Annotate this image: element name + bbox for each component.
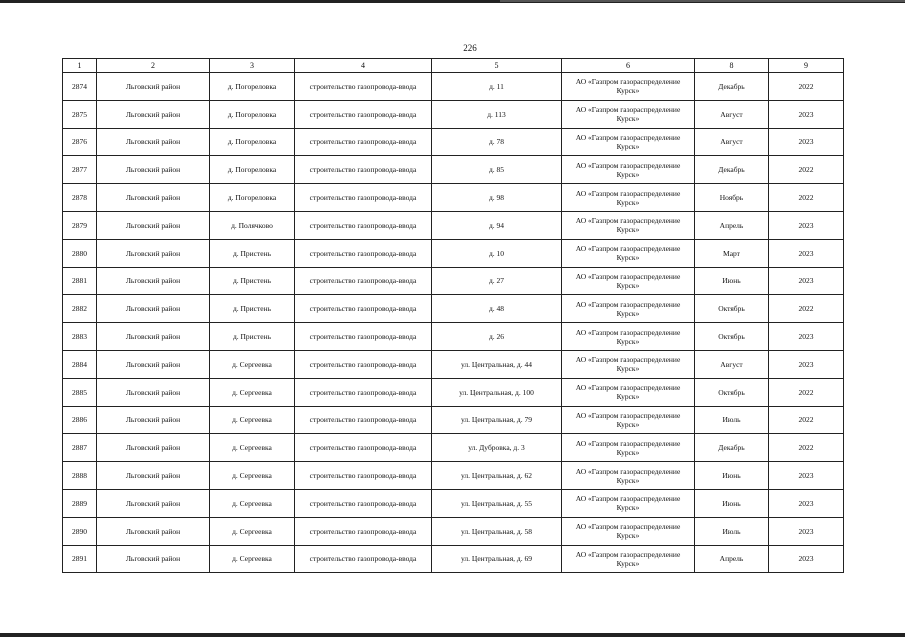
year-cell: 2022 <box>769 73 844 101</box>
month-cell: Октябрь <box>695 323 769 351</box>
month-cell: Июнь <box>695 489 769 517</box>
settlement-cell: д. Сергеевка <box>210 462 295 490</box>
year-cell: 2023 <box>769 462 844 490</box>
row-number-cell: 2878 <box>63 184 97 212</box>
table-row <box>63 211 844 239</box>
district-cell: Льговский район <box>97 100 210 128</box>
address-cell: д. 98 <box>432 184 562 212</box>
month-cell: Апрель <box>695 211 769 239</box>
year-cell: 2023 <box>769 128 844 156</box>
table-row <box>63 545 844 573</box>
settlement-cell: д. Сергеевка <box>210 489 295 517</box>
table-row <box>63 406 844 434</box>
organization-cell: АО «Газпром газораспределение Курск» <box>562 545 695 573</box>
work-type-cell: строительство газопровода-ввода <box>295 100 432 128</box>
address-cell: д. 10 <box>432 239 562 267</box>
organization-cell: АО «Газпром газораспределение Курск» <box>562 156 695 184</box>
year-cell: 2023 <box>769 489 844 517</box>
district-cell: Льговский район <box>97 545 210 573</box>
row-number-cell: 2883 <box>63 323 97 351</box>
organization-cell: АО «Газпром газораспределение Курск» <box>562 434 695 462</box>
year-cell: 2022 <box>769 184 844 212</box>
column-header-4: 4 <box>295 59 432 73</box>
organization-cell: АО «Газпром газораспределение Курск» <box>562 184 695 212</box>
work-type-cell: строительство газопровода-ввода <box>295 350 432 378</box>
district-cell: Льговский район <box>97 434 210 462</box>
row-number-cell: 2891 <box>63 545 97 573</box>
year-cell: 2022 <box>769 295 844 323</box>
settlement-cell: д. Сергеевка <box>210 545 295 573</box>
work-type-cell: строительство газопровода-ввода <box>295 156 432 184</box>
row-number-cell: 2886 <box>63 406 97 434</box>
month-cell: Декабрь <box>695 434 769 462</box>
month-cell: Октябрь <box>695 295 769 323</box>
row-number-cell: 2876 <box>63 128 97 156</box>
month-cell: Декабрь <box>695 156 769 184</box>
row-number-cell: 2882 <box>63 295 97 323</box>
settlement-cell: д. Погореловка <box>210 156 295 184</box>
table-row <box>63 239 844 267</box>
table-row <box>63 350 844 378</box>
year-cell: 2023 <box>769 267 844 295</box>
address-cell: ул. Центральная, д. 55 <box>432 489 562 517</box>
address-cell: ул. Центральная, д. 62 <box>432 462 562 490</box>
district-cell: Льговский район <box>97 350 210 378</box>
column-header-5: 5 <box>432 59 562 73</box>
settlement-cell: д. Пристень <box>210 239 295 267</box>
row-number-cell: 2874 <box>63 73 97 101</box>
work-type-cell: строительство газопровода-ввода <box>295 128 432 156</box>
row-number-cell: 2884 <box>63 350 97 378</box>
district-cell: Льговский район <box>97 184 210 212</box>
table-row <box>63 462 844 490</box>
work-type-cell: строительство газопровода-ввода <box>295 517 432 545</box>
address-cell: д. 27 <box>432 267 562 295</box>
organization-cell: АО «Газпром газораспределение Курск» <box>562 517 695 545</box>
work-type-cell: строительство газопровода-ввода <box>295 73 432 101</box>
month-cell: Декабрь <box>695 73 769 101</box>
month-cell: Июль <box>695 517 769 545</box>
year-cell: 2023 <box>769 239 844 267</box>
month-cell: Август <box>695 100 769 128</box>
settlement-cell: д. Сергеевка <box>210 378 295 406</box>
work-type-cell: строительство газопровода-ввода <box>295 211 432 239</box>
district-cell: Льговский район <box>97 378 210 406</box>
table-row <box>63 100 844 128</box>
address-cell: д. 11 <box>432 73 562 101</box>
organization-cell: АО «Газпром газораспределение Курск» <box>562 128 695 156</box>
table-row <box>63 489 844 517</box>
address-cell: ул. Центральная, д. 69 <box>432 545 562 573</box>
year-cell: 2023 <box>769 545 844 573</box>
row-number-cell: 2875 <box>63 100 97 128</box>
page-number: 226 <box>463 43 477 53</box>
row-number-cell: 2885 <box>63 378 97 406</box>
district-cell: Льговский район <box>97 489 210 517</box>
district-cell: Льговский район <box>97 239 210 267</box>
work-type-cell: строительство газопровода-ввода <box>295 545 432 573</box>
column-header-2: 2 <box>97 59 210 73</box>
organization-cell: АО «Газпром газораспределение Курск» <box>562 350 695 378</box>
row-number-cell: 2881 <box>63 267 97 295</box>
scan-edge-bottom <box>0 633 905 637</box>
settlement-cell: д. Погореловка <box>210 73 295 101</box>
organization-cell: АО «Газпром газораспределение Курск» <box>562 462 695 490</box>
column-header-3: 3 <box>210 59 295 73</box>
district-cell: Льговский район <box>97 73 210 101</box>
year-cell: 2023 <box>769 350 844 378</box>
settlement-cell: д. Полячково <box>210 211 295 239</box>
month-cell: Июль <box>695 406 769 434</box>
district-cell: Льговский район <box>97 128 210 156</box>
address-cell: ул. Центральная, д. 79 <box>432 406 562 434</box>
row-number-cell: 2889 <box>63 489 97 517</box>
organization-cell: АО «Газпром газораспределение Курск» <box>562 73 695 101</box>
settlement-cell: д. Пристень <box>210 323 295 351</box>
district-cell: Льговский район <box>97 323 210 351</box>
work-type-cell: строительство газопровода-ввода <box>295 462 432 490</box>
column-header-8: 8 <box>695 59 769 73</box>
district-cell: Льговский район <box>97 517 210 545</box>
work-type-cell: строительство газопровода-ввода <box>295 239 432 267</box>
work-type-cell: строительство газопровода-ввода <box>295 295 432 323</box>
column-header-1: 1 <box>63 59 97 73</box>
settlement-cell: д. Пристень <box>210 295 295 323</box>
table-row <box>63 434 844 462</box>
district-cell: Льговский район <box>97 267 210 295</box>
work-type-cell: строительство газопровода-ввода <box>295 434 432 462</box>
settlement-cell: д. Погореловка <box>210 128 295 156</box>
month-cell: Август <box>695 128 769 156</box>
column-header-9: 9 <box>769 59 844 73</box>
organization-cell: АО «Газпром газораспределение Курск» <box>562 489 695 517</box>
settlement-cell: д. Погореловка <box>210 184 295 212</box>
organization-cell: АО «Газпром газораспределение Курск» <box>562 100 695 128</box>
year-cell: 2023 <box>769 323 844 351</box>
row-number-cell: 2887 <box>63 434 97 462</box>
scan-edge-top-right <box>500 0 905 2</box>
year-cell: 2022 <box>769 378 844 406</box>
address-cell: д. 78 <box>432 128 562 156</box>
settlement-cell: д. Пристень <box>210 267 295 295</box>
column-header-6: 6 <box>562 59 695 73</box>
table-row <box>63 323 844 351</box>
work-type-cell: строительство газопровода-ввода <box>295 489 432 517</box>
address-cell: ул. Дубровка, д. 3 <box>432 434 562 462</box>
month-cell: Ноябрь <box>695 184 769 212</box>
district-cell: Льговский район <box>97 462 210 490</box>
address-cell: ул. Центральная, д. 44 <box>432 350 562 378</box>
district-cell: Льговский район <box>97 295 210 323</box>
settlement-cell: д. Сергеевка <box>210 350 295 378</box>
organization-cell: АО «Газпром газораспределение Курск» <box>562 406 695 434</box>
month-cell: Октябрь <box>695 378 769 406</box>
work-type-cell: строительство газопровода-ввода <box>295 323 432 351</box>
table-row <box>63 156 844 184</box>
table-body <box>63 73 844 573</box>
table-row <box>63 295 844 323</box>
year-cell: 2023 <box>769 517 844 545</box>
address-cell: д. 113 <box>432 100 562 128</box>
work-type-cell: строительство газопровода-ввода <box>295 406 432 434</box>
settlement-cell: д. Сергеевка <box>210 517 295 545</box>
district-cell: Льговский район <box>97 406 210 434</box>
table-row <box>63 378 844 406</box>
settlement-cell: д. Сергеевка <box>210 434 295 462</box>
address-cell: д. 48 <box>432 295 562 323</box>
row-number-cell: 2890 <box>63 517 97 545</box>
month-cell: Август <box>695 350 769 378</box>
year-cell: 2022 <box>769 434 844 462</box>
organization-cell: АО «Газпром газораспределение Курск» <box>562 295 695 323</box>
month-cell: Апрель <box>695 545 769 573</box>
table-row <box>63 267 844 295</box>
header-row <box>63 59 844 73</box>
organization-cell: АО «Газпром газораспределение Курск» <box>562 211 695 239</box>
address-cell: д. 26 <box>432 323 562 351</box>
work-type-cell: строительство газопровода-ввода <box>295 378 432 406</box>
row-number-cell: 2888 <box>63 462 97 490</box>
month-cell: Март <box>695 239 769 267</box>
year-cell: 2023 <box>769 100 844 128</box>
table-row <box>63 517 844 545</box>
address-cell: ул. Центральная, д. 58 <box>432 517 562 545</box>
row-number-cell: 2879 <box>63 211 97 239</box>
table-row <box>63 73 844 101</box>
settlement-cell: д. Погореловка <box>210 100 295 128</box>
district-cell: Льговский район <box>97 211 210 239</box>
row-number-cell: 2880 <box>63 239 97 267</box>
address-cell: д. 94 <box>432 211 562 239</box>
work-type-cell: строительство газопровода-ввода <box>295 184 432 212</box>
organization-cell: АО «Газпром газораспределение Курск» <box>562 323 695 351</box>
year-cell: 2022 <box>769 156 844 184</box>
district-cell: Льговский район <box>97 156 210 184</box>
address-cell: д. 85 <box>432 156 562 184</box>
work-type-cell: строительство газопровода-ввода <box>295 267 432 295</box>
settlement-cell: д. Сергеевка <box>210 406 295 434</box>
organization-cell: АО «Газпром газораспределение Курск» <box>562 239 695 267</box>
organization-cell: АО «Газпром газораспределение Курск» <box>562 378 695 406</box>
row-number-cell: 2877 <box>63 156 97 184</box>
organization-cell: АО «Газпром газораспределение Курск» <box>562 267 695 295</box>
table-row <box>63 184 844 212</box>
table-row <box>63 128 844 156</box>
address-cell: ул. Центральная, д. 100 <box>432 378 562 406</box>
month-cell: Июнь <box>695 462 769 490</box>
year-cell: 2023 <box>769 211 844 239</box>
year-cell: 2022 <box>769 406 844 434</box>
register-table <box>62 58 844 573</box>
month-cell: Июнь <box>695 267 769 295</box>
